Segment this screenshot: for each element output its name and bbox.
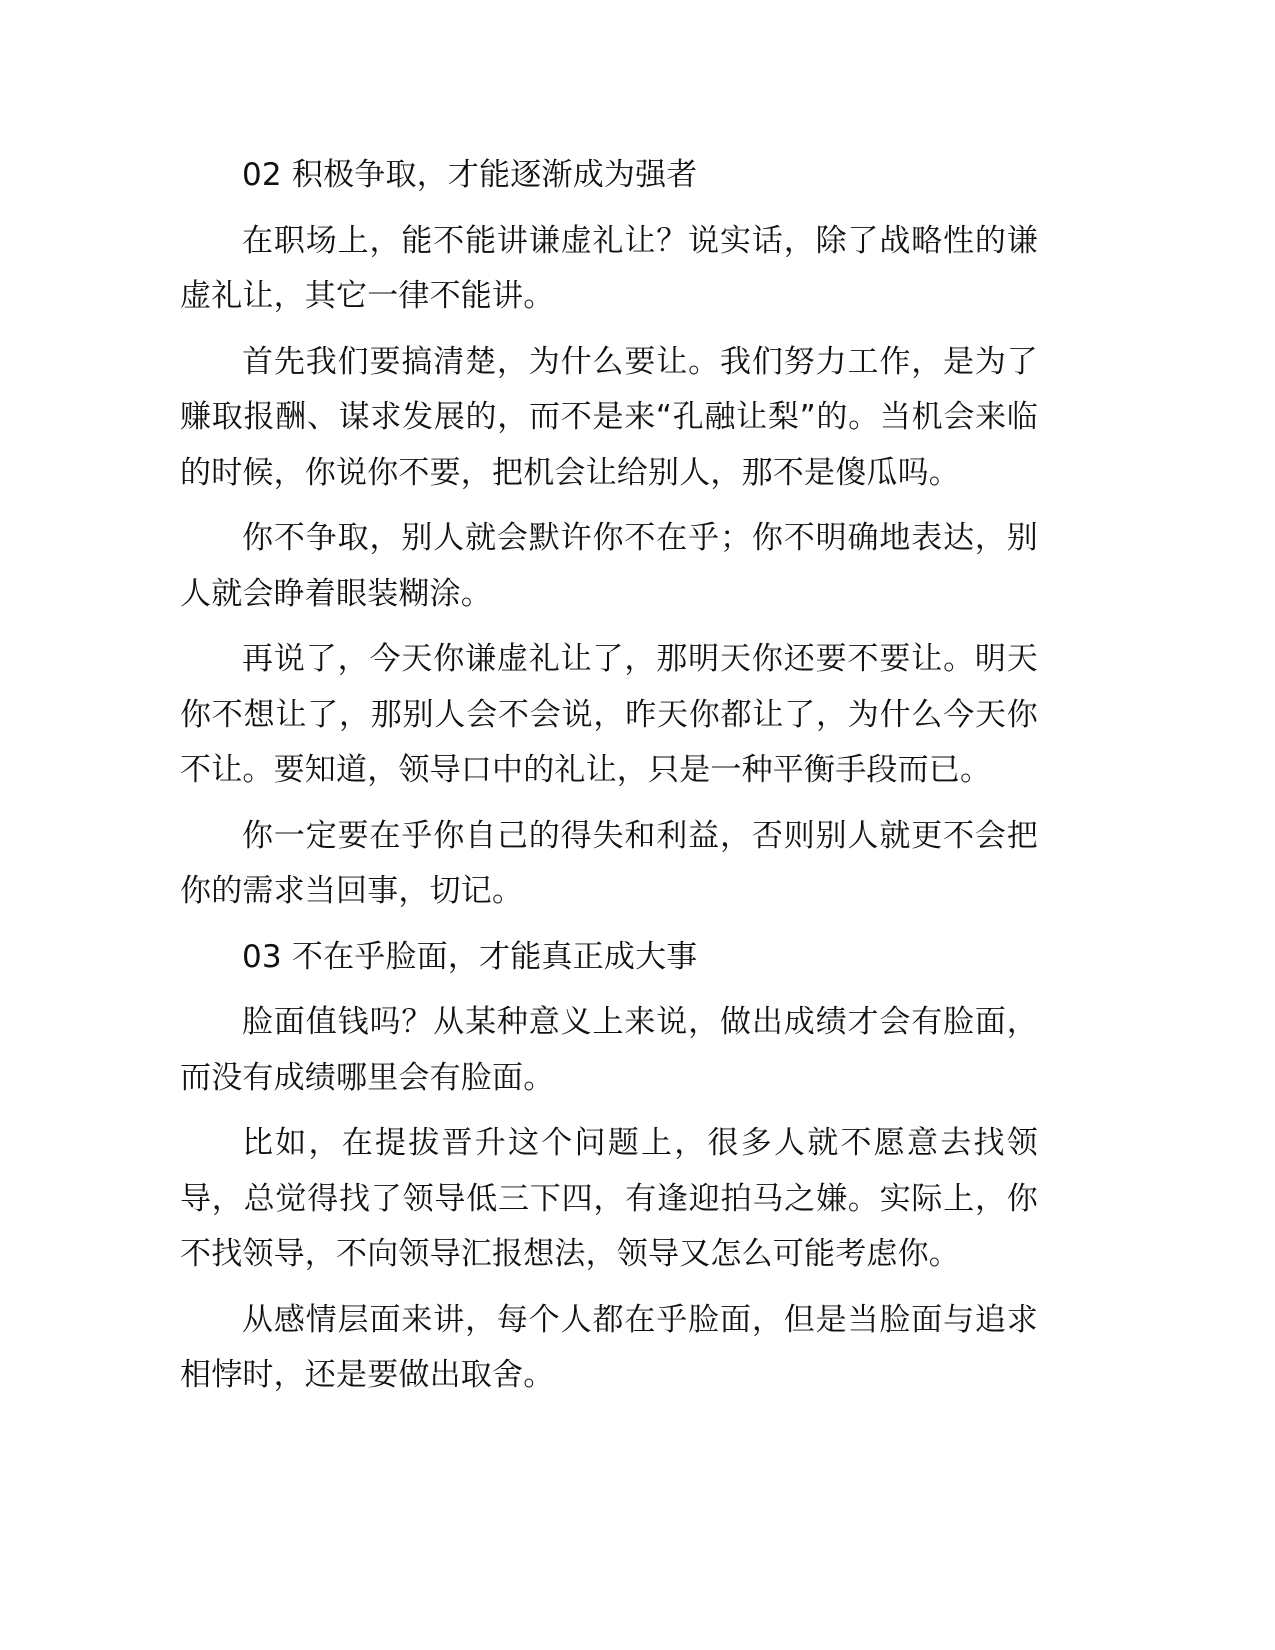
paragraph: 脸面值钱吗？从某种意义上来说，做出成绩才会有脸面，而没有成绩哪里会有脸面。 — [180, 1004, 1038, 1096]
paragraph: 从感情层面来讲，每个人都在乎脸面，但是当脸面与追求相悖时，还是要做出取舍。 — [180, 1301, 1038, 1393]
paragraph: 首先我们要搞清楚，为什么要让。我们努力工作，是为了赚取报酬、谋求发展的，而不是来“孔融让梨”的。当机会来临的时候，你说你不要，把机会让给别人，那不是傻瓜吗。 — [180, 343, 1038, 491]
paragraph: 比如，在提拔晋升这个问题上，很多人就不愿意去找领导，总觉得找了领导低三下四，有逢迎拍马之嫌。实际上，你不找领导，不向领导汇报想法，领导又怎么可能考虑你。 — [180, 1125, 1038, 1272]
document-body — [180, 148, 1038, 1414]
paragraph: 你一定要在乎你自己的得失和利益，否则别人就更不会把你的需求当回事，切记。 — [180, 817, 1038, 909]
paragraph: 在职场上，能不能讲谦虚礼让？说实话，除了战略性的谦虚礼让，其它一律不能讲。 — [180, 222, 1038, 314]
section-heading-02: 02 积极争取，才能逐渐成为强者 — [242, 157, 698, 193]
paragraph: 再说了，今天你谦虚礼让了，那明天你还要不要让。明天你不想让了，那别人会不会说，昨天你都让了，为什么今天你不让。要知道，领导口中的礼让，只是一种平衡手段而已。 — [180, 641, 1038, 788]
paragraph: 你不争取，别人就会默许你不在乎；你不明确地表达，别人就会睁着眼装糊涂。 — [180, 520, 1038, 612]
section-heading-03: 03 不在乎脸面，才能真正成大事 — [242, 938, 698, 975]
